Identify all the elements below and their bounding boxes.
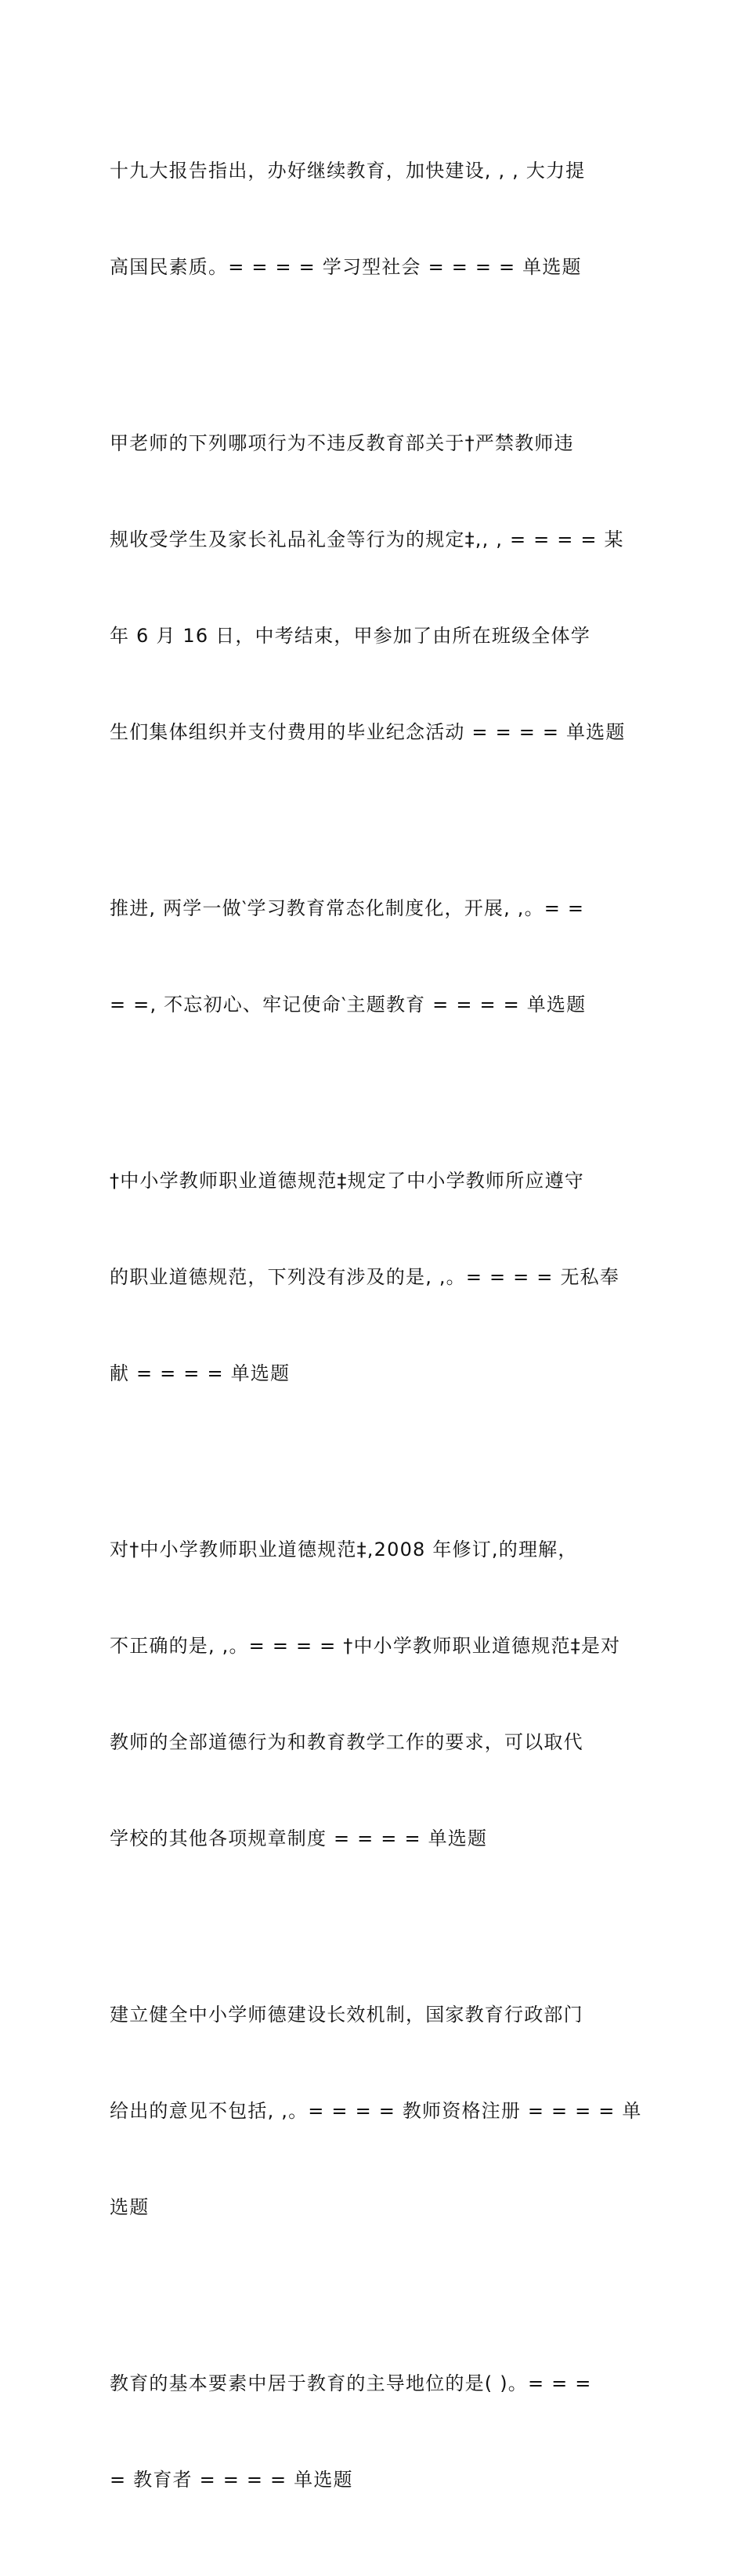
text-line: 高国民素质。= = = = 学习型社会 = = = = 单选题 [110,256,582,278]
text-line: 选题 [110,2196,150,2218]
text-line: 甲老师的下列哪项行为不违反教育部关于†严禁教师违 [110,432,574,454]
question-paragraph-2 [110,363,642,813]
question-paragraph-4 [110,1101,642,1454]
text-line: 推进, 两学一做‵学习教育常态化制度化，开展, ,。= = [110,897,585,919]
text-line: 给出的意见不包括, ,。= = = = 教师资格注册 = = = = 单 [110,2100,642,2122]
text-line: 不正确的是, ,。= = = = †中小学教师职业道德规范‡是对 [110,1635,621,1657]
text-line: = =, 不忘初心、牢记使命‵主题教育 = = = = 单选题 [110,994,587,1016]
text-line: 规收受学生及家长礼品礼金等行为的规定‡,, , = = = = 某 [110,529,624,550]
text-line: 对†中小学教师职业道德规范‡,2008 年修订,的理解， [110,1539,578,1560]
question-paragraph-6 [110,1935,642,2288]
text-line: = 教育者 = = = = 单选题 [110,2469,353,2491]
text-line: 建立健全中小学师德建设长效机制，国家教育行政部门 [110,2004,583,2026]
text-line: 献 = = = = 单选题 [110,1362,291,1384]
text-line: 学校的其他各项规章制度 = = = = 单选题 [110,1827,488,1849]
text-line: 教师的全部道德行为和教育教学工作的要求，可以取代 [110,1731,583,1753]
document-body [110,91,642,2576]
text-line: 年 6 月 16 日，中考结束，甲参加了由所在班级全体学 [110,625,591,647]
question-paragraph-5 [110,1470,642,1919]
question-paragraph-3 [110,828,642,1085]
question-paragraph-1 [110,91,642,348]
text-line: 的职业道德规范，下列没有涉及的是, ,。= = = = 无私奉 [110,1266,620,1288]
text-line: 教育的基本要素中居于教育的主导地位的是( )。= = = [110,2372,592,2394]
text-line: 生们集体组织并支付费用的毕业纪念活动 = = = = 单选题 [110,721,626,743]
question-paragraph-7 [110,2304,642,2560]
text-line: 十九大报告指出，办好继续教育，加快建设, , , 大力提 [110,160,586,182]
text-line: †中小学教师职业道德规范‡规定了中小学教师所应遵守 [110,1170,584,1192]
